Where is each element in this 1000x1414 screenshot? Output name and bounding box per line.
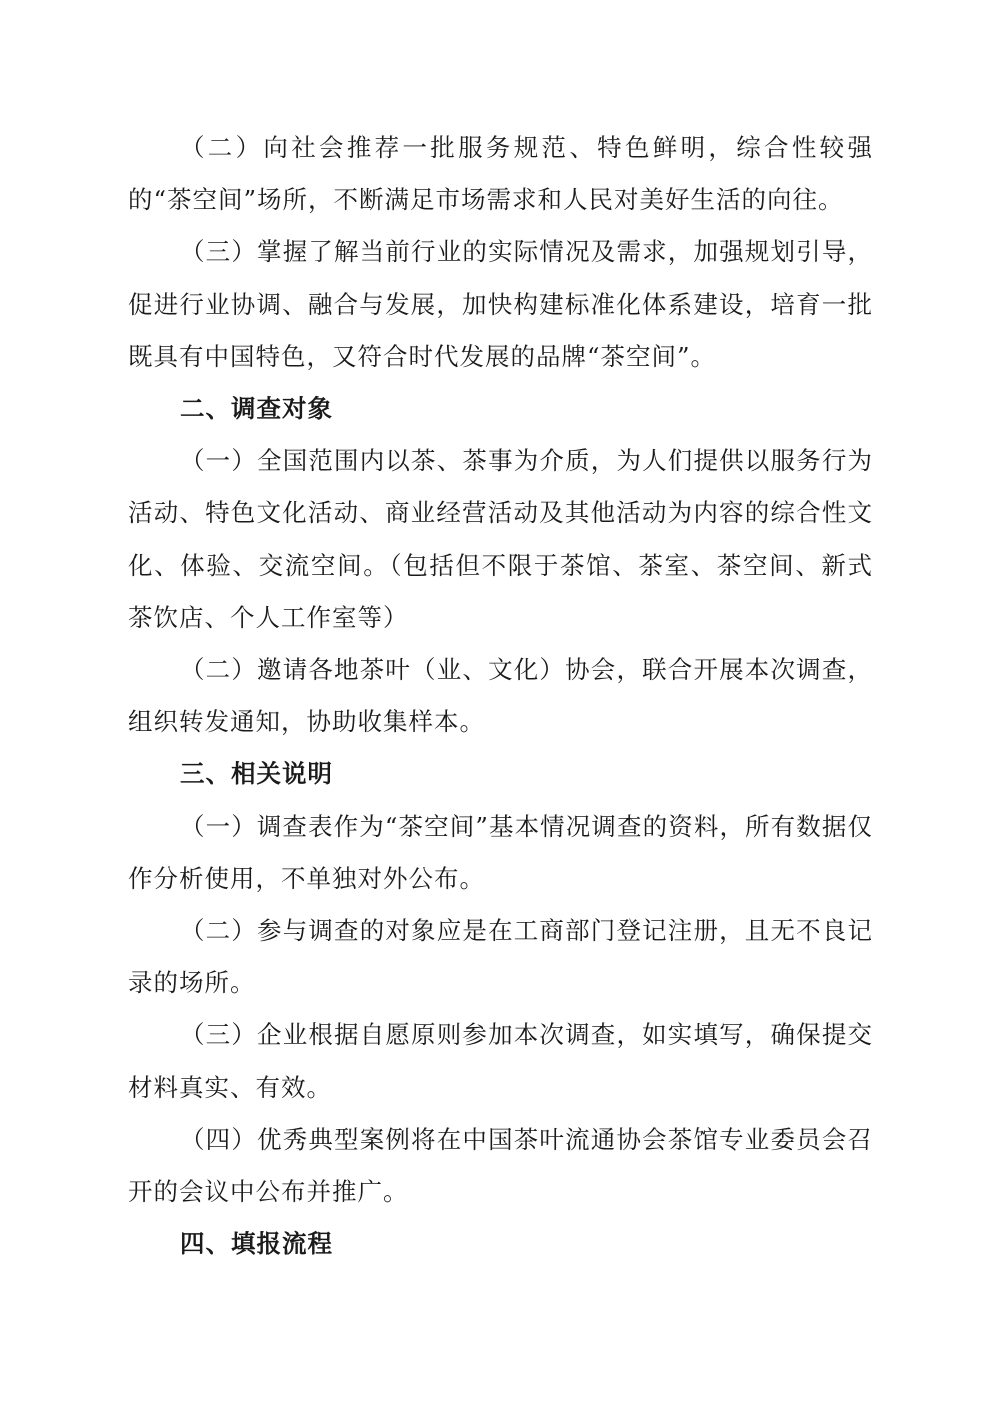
section-heading-survey-targets: 二、调查对象 [180, 394, 333, 424]
paragraph-associations: （二）邀请各地茶叶（业、文化）协会，联合开展本次调查，组织转发通知，协助收集样本。 [128, 655, 873, 737]
document-page [128, 122, 873, 1270]
section-heading-notes: 三、相关说明 [180, 759, 333, 789]
section-heading-process: 四、填报流程 [180, 1229, 333, 1259]
paragraph-recommend-tea-spaces: （二）向社会推荐一批服务规范、特色鲜明，综合性较强的“茶空间”场所，不断满足市场需求和人民对美好生活的向往。 [128, 133, 873, 215]
paragraph-case-publication: （四）优秀典型案例将在中国茶叶流通协会茶馆专业委员会召开的会议中公布并推广。 [128, 1124, 873, 1207]
paragraph-data-usage: （一）调查表作为“茶空间”基本情况调查的资料，所有数据仅作分析使用，不单独对外公布。 [128, 811, 873, 893]
paragraph-voluntary: （三）企业根据自愿原则参加本次调查，如实填写，确保提交材料真实、有效。 [128, 1020, 873, 1102]
paragraph-industry-guidance: （三）掌握了解当前行业的实际情况及需求，加强规划引导，促进行业协调、融合与发展，加快构建标准化体系建设，培育一批既具有中国特色，又符合时代发展的品牌“茶空间”。 [128, 237, 873, 371]
paragraph-survey-scope: （一）全国范围内以茶、茶事为介质，为人们提供以服务行为活动、特色文化活动、商业经营活动及其他活动为内容的综合性文化、体验、交流空间。（包括但不限于茶馆、茶室、茶空间、新式茶饮店、个人工作室等） [128, 446, 873, 632]
paragraph-registration: （二）参与调查的对象应是在工商部门登记注册，且无不良记录的场所。 [128, 916, 873, 998]
